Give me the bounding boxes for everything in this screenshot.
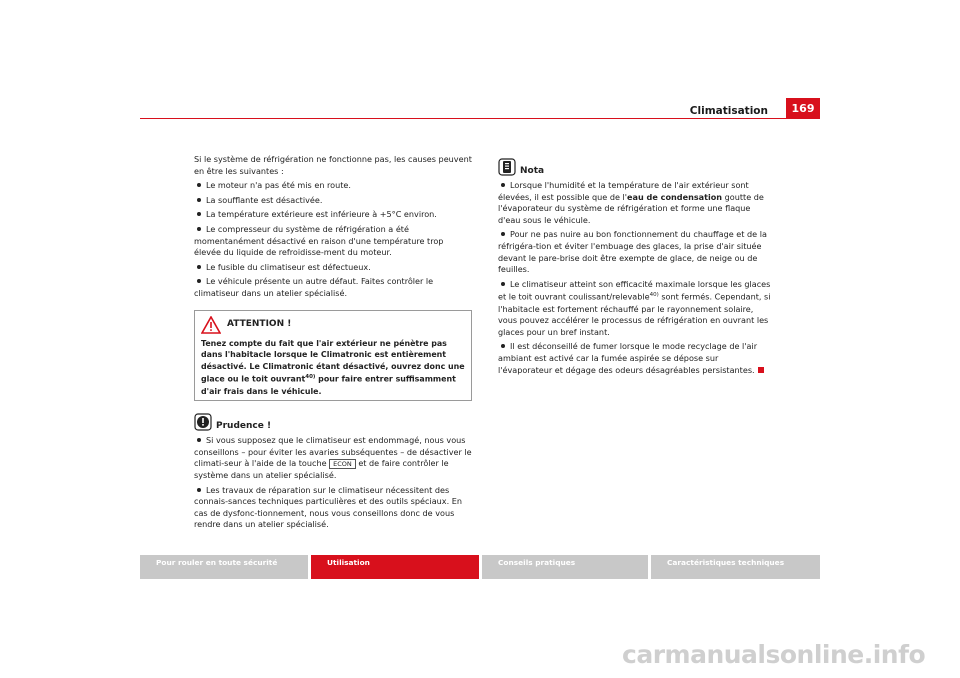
bullet-icon [197,265,201,269]
prudence-header [194,413,472,435]
tab-practical-tips[interactable]: Conseils pratiques [482,555,648,579]
list-item: Il est déconseillé de fumer lorsque le mode recyclage de l'air ambiant est activé car la fumée aspirée se dépose sur l'évaporateur et dégage des odeurs désagréables persistantes. [498,341,772,376]
list-item: Le véhicule présente un autre défaut. Faites contrôler le climatiseur dans un atelier spécialisé. [194,276,434,298]
list-item: La température extérieure est inférieure à +5°C environ. [194,209,472,221]
attention-box [194,310,472,402]
bullet-icon [197,198,201,202]
list-item: Le compresseur du système de réfrigération a été momentanément désactivé en raison d'une température trop élevée du liquide de refroidisse-ment du moteur. [194,223,444,258]
intro-text: Si le système de réfrigération ne fonctionne pas, les causes peuvent en être les suivantes : [194,154,472,176]
list-item: Les travaux de réparation sur le climatiseur nécessitent des connais-sances techniques particulières et des outils spéciaux. En cas de dysfonc-tionnement, nous vous conseillons donc de vous rendre dans un atelier spécialisé. [194,484,462,530]
list-item: Le fusible du climatiseur est défectueux. [194,262,472,274]
tab-safety[interactable]: Pour rouler en toute sécurité [140,555,308,579]
bullet-icon [197,227,201,231]
bullet-icon [501,183,505,187]
watermark: carmanualsonline.info [622,640,926,669]
bullet-icon [197,212,201,216]
attention-title: ATTENTION ! [227,318,292,329]
econ-key-label: ECON [329,459,356,469]
page-number: 169 [786,98,820,118]
page-title: Climatisation [689,105,768,117]
list-item: Le climatiseur atteint son efficacité maximale lorsque les glaces et le toit ouvrant coulissant/relevable$^{40)}$ sont fermés. Cependant, si l'habitacle est fortement réchauffé par le rayonnement solaire, vous pouvez accélérer le processus de réfrigération en ouvrant les glaces pour un bref instant. [498,278,771,337]
bullet-icon [501,344,505,348]
prudence-title: Prudence ! [216,421,272,432]
list-item: Le moteur n'a pas été mis en route. [194,180,472,192]
tab-usage[interactable]: Utilisation [311,555,479,579]
list-item: La soufflante est désactivée. [194,195,472,207]
bullet-icon [501,232,505,236]
right-column [498,158,772,379]
bullet-icon [197,488,201,492]
list-item: Pour ne pas nuire au bon fonctionnement du chauffage et de la réfrigéra-tion et éviter l'embuage des glaces, la prise d'air située devant le pare-brise doit être exempte de glace, de neige ou de feuilles. [498,229,767,275]
header-divider [140,118,820,119]
section-end-marker [758,367,764,373]
bullet-icon [197,183,201,187]
bullet-icon [197,279,201,283]
info-note-icon [498,158,516,176]
warning-triangle-icon [201,316,221,334]
left-column [194,154,472,534]
attention-text: Tenez compte du fait que l'air extérieur ne pénètre pas dans l'habitacle lorsque le Climatronic est entièrement désactivé. Le Climatronic étant désactivé, ouvrez donc une glace ou le toit ouvrant$^{40)}$ pour faire entrer suffisamment d'air frais dans le véhicule. [201,338,465,396]
nota-title: Nota [520,166,545,176]
tab-technical-specs[interactable]: Caractéristiques techniques [651,555,820,579]
bullet-icon [501,282,505,286]
bullet-icon [197,438,201,442]
list-item: Si vous supposez que le climatiseur est endommagé, nous vous conseillons – pour éviter les avaries subséquentes – de désactiver le climati-seur à l'aide de la touche ECON et de faire contrôler le système dans un atelier spécialisé. [194,435,472,480]
attention-header [195,311,471,335]
list-item: Lorsque l'humidité et la température de l'air extérieur sont élevées, il est possible que de l'eau de condensation goutte de l'évaporateur du système de réfrigération et forme une flaque d'eau sous le véhicule. [498,180,764,225]
exclamation-icon [194,413,212,431]
nota-header [498,158,772,180]
